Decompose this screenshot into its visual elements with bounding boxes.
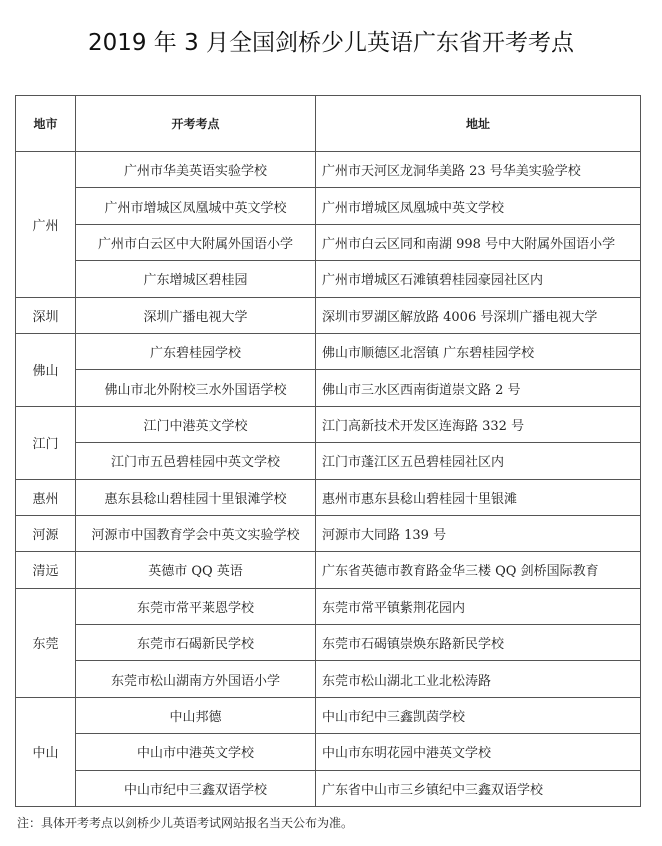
table-row — [16, 443, 641, 479]
address-cell: 东莞市常平镇紫荆花园内 — [316, 588, 641, 624]
exam-centers-table — [15, 95, 641, 807]
address-cell: 广东省中山市三乡镇纪中三鑫双语学校 — [316, 770, 641, 806]
address-cell: 广州市天河区龙洞华美路 23 号华美实验学校 — [316, 152, 641, 188]
exam-center-cell: 惠东县稔山碧桂园十里银滩学校 — [76, 479, 316, 515]
table-row — [16, 333, 641, 369]
city-cell: 东莞 — [16, 588, 76, 697]
city-cell: 惠州 — [16, 479, 76, 515]
address-cell: 江门市蓬江区五邑碧桂园社区内 — [316, 443, 641, 479]
exam-center-cell: 广东碧桂园学校 — [76, 333, 316, 369]
table-row — [16, 515, 641, 551]
city-cell: 中山 — [16, 697, 76, 806]
city-cell: 佛山 — [16, 333, 76, 406]
table-row — [16, 588, 641, 624]
page-title: 2019 年 3 月全国剑桥少儿英语广东省开考考点 — [87, 30, 575, 56]
address-cell: 广州市增城区石滩镇碧桂园豪园社区内 — [316, 261, 641, 297]
city-cell: 河源 — [16, 515, 76, 551]
table-row — [16, 552, 641, 588]
address-cell: 东莞市松山湖北工业北松涛路 — [316, 661, 641, 697]
table-row — [16, 261, 641, 297]
exam-center-cell: 中山邦德 — [76, 697, 316, 733]
exam-center-cell: 广州市增城区凤凰城中英文学校 — [76, 188, 316, 224]
address-cell: 江门高新技术开发区连海路 332 号 — [316, 406, 641, 442]
table-row — [16, 406, 641, 442]
exam-center-cell: 江门中港英文学校 — [76, 406, 316, 442]
table-row — [16, 661, 641, 697]
exam-center-cell: 广东增城区碧桂园 — [76, 261, 316, 297]
table-row — [16, 224, 641, 260]
address-cell: 东莞市石碣镇崇焕东路新民学校 — [316, 625, 641, 661]
exam-center-cell: 中山市中港英文学校 — [76, 734, 316, 770]
table-row — [16, 370, 641, 406]
address-cell: 佛山市三水区西南街道崇文路 2 号 — [316, 370, 641, 406]
address-cell: 中山市纪中三鑫凯茵学校 — [316, 697, 641, 733]
city-cell: 江门 — [16, 406, 76, 479]
exam-center-cell: 深圳广播电视大学 — [76, 297, 316, 333]
table-row — [16, 479, 641, 515]
address-cell: 中山市东明花园中港英文学校 — [316, 734, 641, 770]
table-row — [16, 297, 641, 333]
city-cell: 广州 — [16, 152, 76, 298]
table-row — [16, 625, 641, 661]
exam-center-cell: 广州市华美英语实验学校 — [76, 152, 316, 188]
table-row — [16, 734, 641, 770]
exam-center-cell: 东莞市松山湖南方外国语小学 — [76, 661, 316, 697]
table-row — [16, 152, 641, 188]
exam-center-cell: 江门市五邑碧桂园中英文学校 — [76, 443, 316, 479]
address-cell: 深圳市罗湖区解放路 4006 号深圳广播电视大学 — [316, 297, 641, 333]
exam-center-cell: 佛山市北外附校三水外国语学校 — [76, 370, 316, 406]
exam-center-cell: 东莞市常平莱恩学校 — [76, 588, 316, 624]
city-cell: 清远 — [16, 552, 76, 588]
city-cell: 深圳 — [16, 297, 76, 333]
footnote: 注：具体开考考点以剑桥少儿英语考试网站报名当天公布为准。 — [17, 816, 354, 830]
address-cell: 佛山市顺德区北滘镇 广东碧桂园学校 — [316, 333, 641, 369]
table-row — [16, 770, 641, 806]
address-cell: 广东省英德市教育路金华三楼 QQ 剑桥国际教育 — [316, 552, 641, 588]
column-header-city: 地市 — [16, 96, 76, 152]
address-cell: 河源市大同路 139 号 — [316, 515, 641, 551]
address-cell: 惠州市惠东县稔山碧桂园十里银滩 — [316, 479, 641, 515]
table-header-row — [16, 96, 641, 152]
exam-center-cell: 英德市 QQ 英语 — [76, 552, 316, 588]
table-body — [16, 152, 641, 807]
address-cell: 广州市白云区同和南湖 998 号中大附属外国语小学 — [316, 224, 641, 260]
column-header-address: 地址 — [316, 96, 641, 152]
exam-center-cell: 河源市中国教育学会中英文实验学校 — [76, 515, 316, 551]
column-header-center: 开考考点 — [76, 96, 316, 152]
table-row — [16, 188, 641, 224]
table-row — [16, 697, 641, 733]
address-cell: 广州市增城区凤凰城中英文学校 — [316, 188, 641, 224]
exam-center-cell: 东莞市石碣新民学校 — [76, 625, 316, 661]
exam-center-cell: 广州市白云区中大附属外国语小学 — [76, 224, 316, 260]
exam-center-cell: 中山市纪中三鑫双语学校 — [76, 770, 316, 806]
